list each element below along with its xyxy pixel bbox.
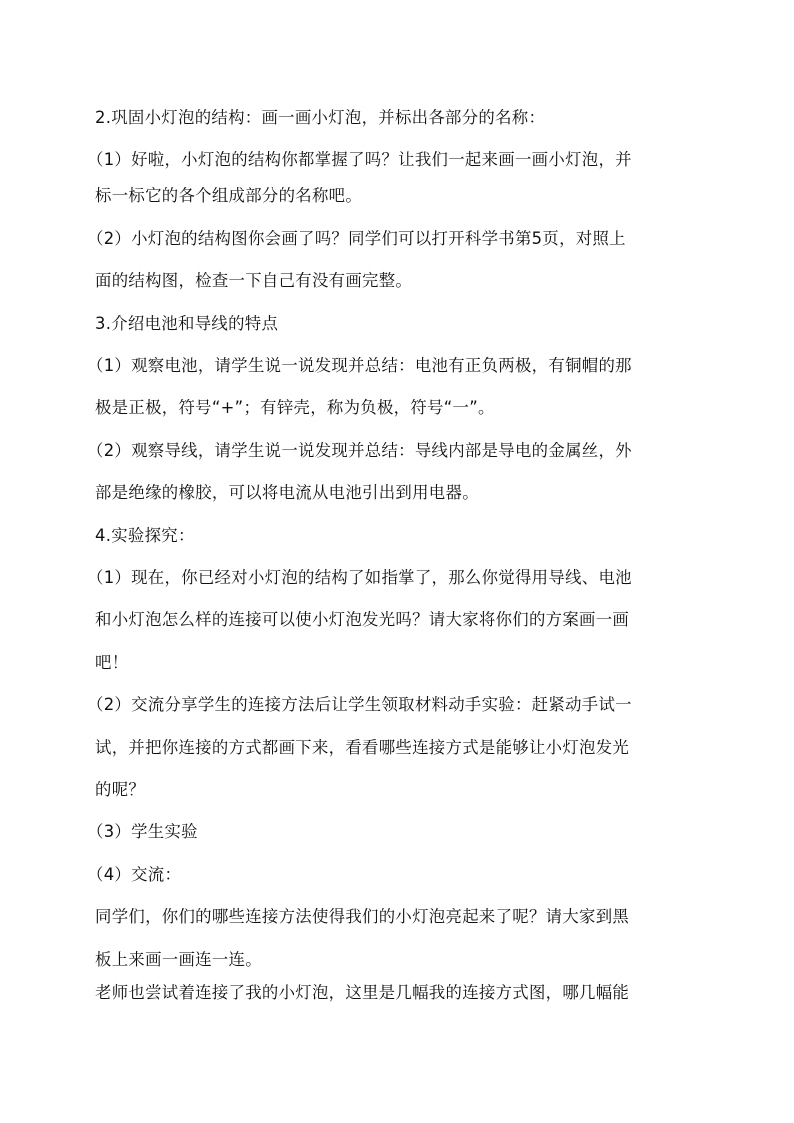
paragraph-line: 的呢？ — [95, 780, 146, 799]
paragraph-line: 试，并把你连接的方式都画下来，看看哪些连接方式是能够让小灯泡发光 — [95, 738, 630, 757]
paragraph-line: 面的结构图，检查一下自己有没有画完整。 — [95, 271, 413, 290]
paragraph-line: 老师也尝试着连接了我的小灯泡，这里是几幅我的连接方式图，哪几幅能 — [95, 983, 630, 1002]
paragraph-line: 标一标它的各个组成部分的名称吧。 — [95, 186, 363, 205]
paragraph-line: （2）交流分享学生的连接方法后让学生领取材料动手实验：赶紧动手试一 — [87, 695, 632, 714]
paragraph-line: 极是正极，符号“+”；有锌壳，称为负极，符号“一”。 — [95, 398, 495, 417]
paragraph-line: （2）观察导线，请学生说一说发现并总结：导线内部是导电的金属丝，外 — [87, 441, 632, 460]
paragraph-line: 和小灯泡怎么样的连接可以使小灯泡发光吗？请大家将你们的方案画一画 — [95, 610, 630, 629]
paragraph-line: （1）好啦，小灯泡的结构你都掌握了吗？让我们一起来画一画小灯泡，并 — [87, 150, 632, 169]
paragraph-line: （4）交流： — [87, 865, 182, 884]
paragraph-line: （1）观察电池，请学生说一说发现并总结：电池有正负两极，有铜帽的那 — [87, 356, 632, 375]
section-heading-3: 3.介绍电池和导线的特点 — [95, 314, 279, 333]
paragraph-line: 同学们，你们的哪些连接方法使得我们的小灯泡亮起来了呢？请大家到黑 — [95, 907, 630, 926]
section-heading-2: 2.巩固小灯泡的结构：画一画小灯泡，并标出各部分的名称： — [95, 108, 546, 127]
paragraph-line: 部是绝缘的橡胶，可以将电流从电池引出到用电器。 — [95, 483, 479, 502]
paragraph-line: （2）小灯泡的结构图你会画了吗？同学们可以打开科学书第5页，对照上 — [87, 229, 626, 248]
section-heading-4: 4.实验探究： — [95, 526, 195, 545]
paragraph-line: （3）学生实验 — [87, 822, 198, 841]
paragraph-line: 吧！ — [95, 653, 129, 672]
paragraph-line: （1）现在，你已经对小灯泡的结构了如指掌了，那么你觉得用导线、电池 — [87, 568, 632, 587]
paragraph-line: 板上来画一画连一连。 — [95, 950, 262, 969]
